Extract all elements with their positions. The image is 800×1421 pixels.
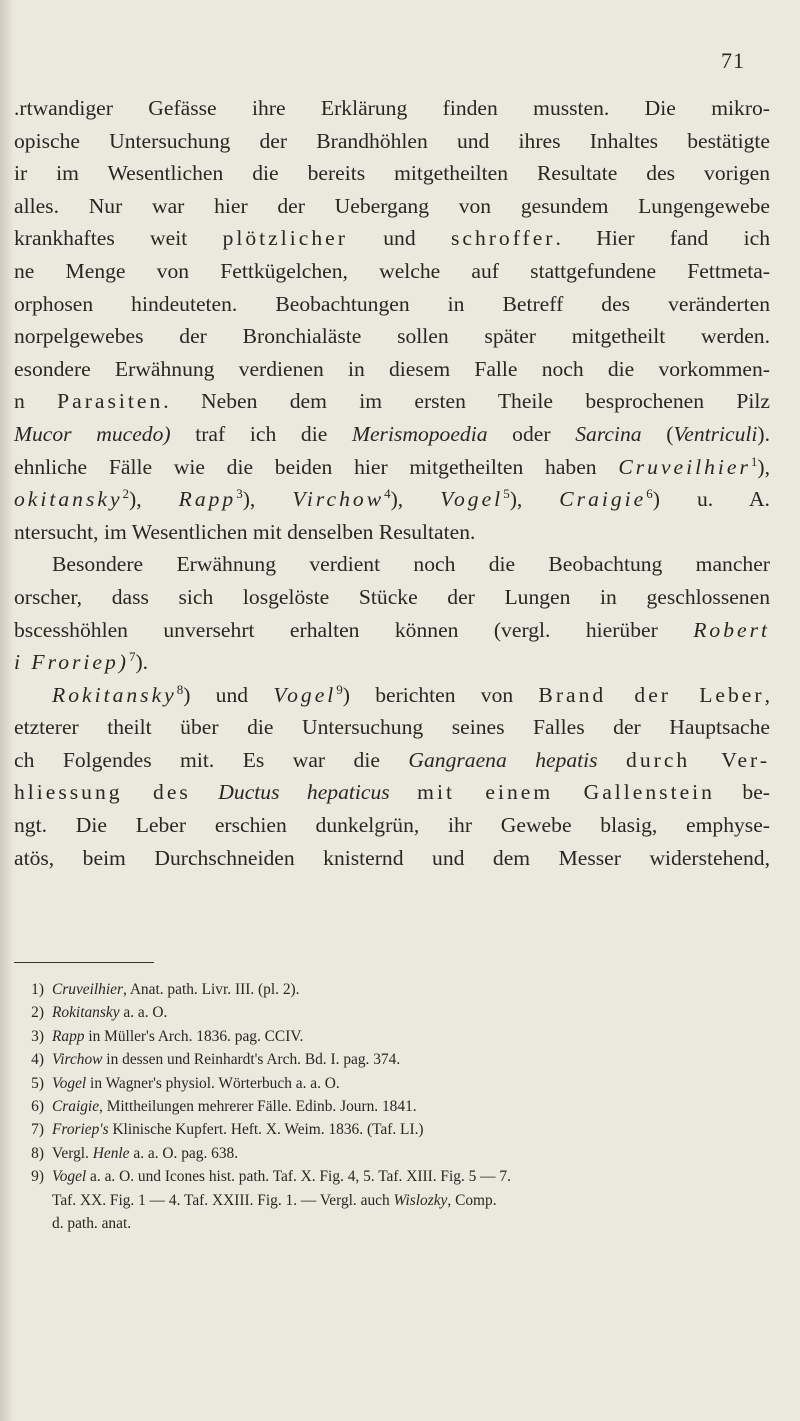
text-line: ntersucht, im Wesentlichen mit denselben Resultaten.	[14, 519, 476, 544]
text-line: ch Folgendes mit. Es war die Gangraena hepatis durch Ver-	[14, 747, 771, 772]
footnote: 4) Virchow in dessen und Reinhardt's Arch. Bd. I. pag. 374.	[31, 1051, 401, 1069]
text-line: Besondere Erwähnung verdient noch die Beobachtung mancher	[52, 552, 770, 577]
footnote: 5) Vogel in Wagner's physiol. Wörterbuch a. a. O.	[31, 1074, 340, 1092]
text-line: orscher, dass sich losgelöste Stücke der Lungen in geschlossenen	[14, 584, 770, 609]
page-number: 71	[721, 48, 745, 73]
text-line: n Parasiten. Neben dem im ersten Theile besprochenen Pilz	[14, 389, 770, 414]
footnote: 3) Rapp in Müller's Arch. 1836. pag. CCIV.	[31, 1027, 304, 1045]
text-line: okitansky$^2$), Rapp$^3$), Virchow$^4$), Vogel$^5$), Craigie$^6$) u. A.	[14, 486, 770, 512]
footnote-continuation: d. path. anat.	[52, 1215, 132, 1233]
footnote: 6) Craigie, Mittheilungen mehrerer Fälle. Edinb. Journ. 1841.	[31, 1098, 417, 1116]
spaced-emphasis: schroffer	[450, 226, 556, 251]
text-line: orphosen hindeuteten. Beobachtungen in Betreff des veränderten	[14, 291, 770, 316]
text-line: Rokitansky$^8$) und Vogel$^9$) berichten von Brand der Leber,	[52, 681, 770, 707]
body-text	[14, 92, 770, 874]
text-line: .rtwandiger Gefässe ihre Erklärung finden mussten. Die mikro-	[14, 96, 770, 120]
footnote: 1) Cruveilhier, Anat. path. Livr. III. (pl. 2).	[31, 981, 300, 998]
spaced-emphasis: Brand der Leber	[538, 682, 765, 707]
footnote: 7) Froriep's Klinische Kupfert. Heft. X. Weim. 1836. (Taf. LI.)	[31, 1121, 424, 1139]
footnote-divider	[14, 962, 154, 963]
text-line: opische Untersuchung der Brandhöhlen und ihres Inhaltes bestätigte	[14, 128, 770, 153]
spaced-emphasis: mit einem Gallenstein	[417, 780, 715, 805]
text-line: ne Menge von Fettkügelchen, welche auf stattgefundene Fettmeta-	[14, 258, 770, 283]
text-line: etzterer theilt über die Untersuchung seines Falles der Hauptsache	[14, 715, 770, 740]
text-line: ehnliche Fälle wie die beiden hier mitgetheilten haben Cruveilhier$^1$),	[14, 453, 770, 479]
text-line: krankhaftes weit plötzlicher und schroffer. Hier fand ich	[14, 226, 770, 251]
footnote: 8) Vergl. Henle a. a. O. pag. 638.	[31, 1144, 239, 1162]
text-line: ir im Wesentlichen die bereits mitgetheilten Resultate des vorigen	[14, 161, 770, 186]
text-line: hliessung des Ductus hepaticus mit einem Gallenstein be-	[14, 780, 770, 805]
footnote: 2) Rokitansky a. a. O.	[31, 1004, 168, 1022]
text-line: bscesshöhlen unversehrt erhalten können (vergl. hierüber Robert	[14, 617, 770, 642]
text-line: atös, beim Durchschneiden knisternd und dem Messer widerstehend,	[14, 845, 770, 870]
text-line: Mucor mucedo) traf ich die Merismopoedia oder Sarcina (Ventriculi).	[14, 421, 771, 446]
text-line: i Froriep)$^7$).	[14, 649, 149, 675]
spaced-emphasis: Parasiten	[57, 389, 164, 414]
footnotes	[14, 978, 770, 1235]
spaced-emphasis: plötzlicher	[222, 226, 348, 251]
footnote-continuation: Taf. XX. Fig. 1 — 4. Taf. XXIII. Fig. 1. — Vergl. auch Wislozky, Comp.	[52, 1191, 497, 1209]
text-line: esondere Erwähnung verdienen in diesem Falle noch die vorkommen-	[14, 356, 770, 381]
spaced-emphasis: hliessung des	[14, 780, 191, 805]
text-line: ngt. Die Leber erschien dunkelgrün, ihr Gewebe blasig, emphyse-	[14, 813, 770, 838]
text-line: alles. Nur war hier der Uebergang von gesundem Lungengewebe	[14, 193, 770, 218]
spaced-emphasis: durch Ver-	[626, 747, 771, 772]
gutter-shadow	[0, 0, 14, 1421]
text-line: norpelgewebes der Bronchialäste sollen später mitgetheilt werden.	[14, 324, 770, 349]
footnote: 9) Vogel a. a. O. und Icones hist. path. Taf. X. Fig. 4, 5. Taf. XIII. Fig. 5 — 7.	[31, 1168, 511, 1186]
